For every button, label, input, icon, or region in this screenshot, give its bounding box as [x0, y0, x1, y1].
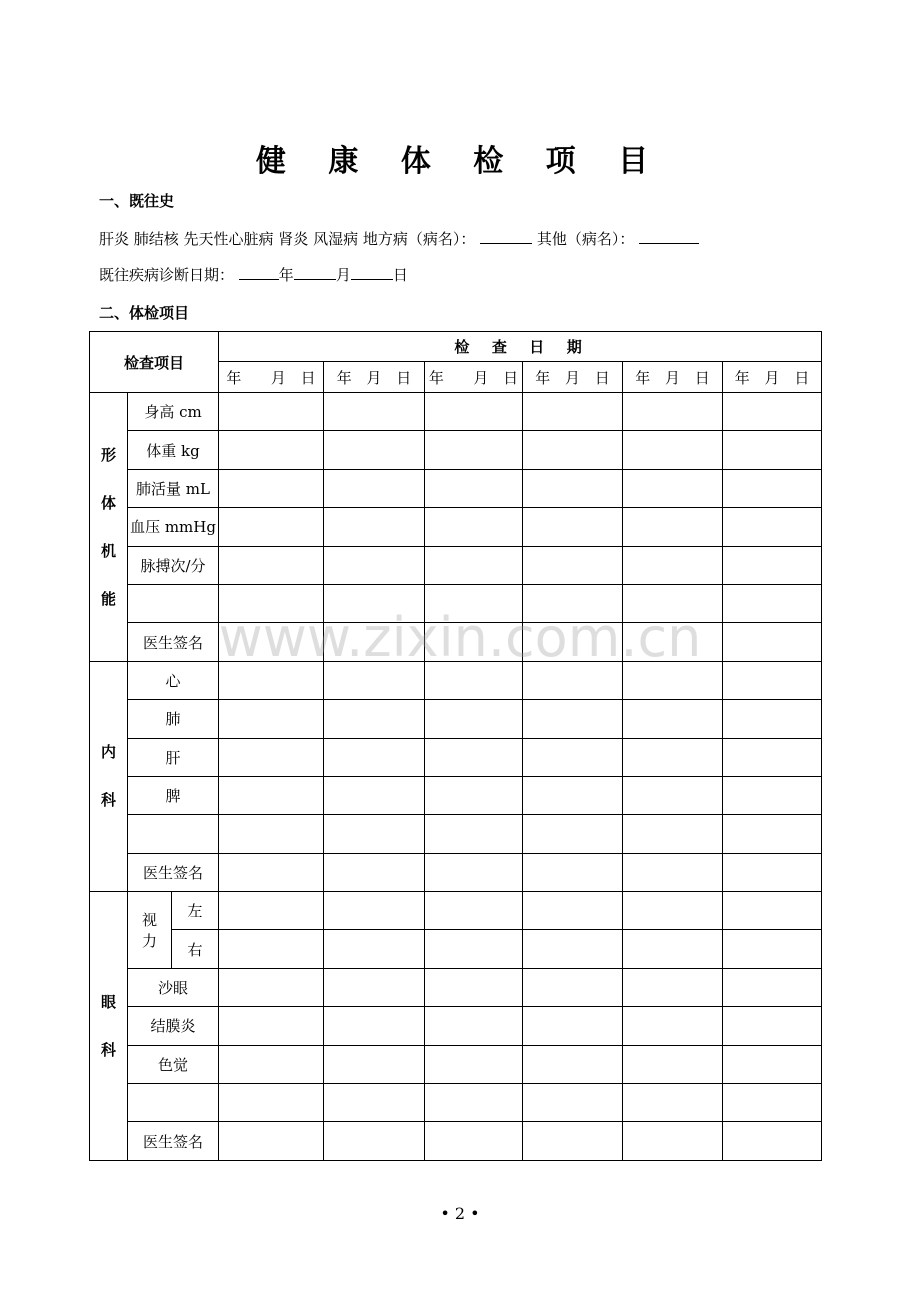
result-cell[interactable] [425, 776, 523, 814]
result-cell[interactable] [723, 968, 822, 1006]
result-cell[interactable] [219, 469, 324, 507]
result-cell[interactable] [425, 508, 523, 546]
result-cell[interactable] [623, 930, 723, 968]
table-row [90, 776, 822, 814]
result-cell[interactable] [324, 968, 425, 1006]
table-row [90, 1122, 822, 1160]
table-row [90, 853, 822, 891]
item-label-cell: 体重 kg [128, 431, 219, 469]
result-cell[interactable] [523, 815, 623, 853]
vision-side-cell: 右 [172, 930, 219, 968]
result-cell[interactable] [324, 930, 425, 968]
result-cell[interactable] [623, 508, 723, 546]
result-cell[interactable] [523, 776, 623, 814]
result-cell[interactable] [623, 700, 723, 738]
result-cell[interactable] [219, 700, 324, 738]
result-cell[interactable] [219, 1084, 324, 1122]
page-title: 健 康 体 检 项 目 [255, 144, 665, 179]
result-cell[interactable] [324, 1122, 425, 1160]
category-char: 形 [100, 445, 116, 464]
result-cell[interactable] [523, 1007, 623, 1045]
result-cell[interactable] [723, 393, 822, 431]
result-cell[interactable] [324, 815, 425, 853]
other-disease-blank[interactable] [639, 229, 699, 244]
date-sub-cell[interactable]: 年 月 日 [523, 362, 623, 393]
result-cell[interactable] [324, 393, 425, 431]
category-cell [90, 892, 128, 1161]
day-blank[interactable] [351, 265, 393, 280]
result-cell[interactable] [623, 623, 723, 661]
date-sub-cell[interactable]: 年 月 日 [324, 362, 425, 393]
result-cell[interactable] [219, 584, 324, 622]
result-cell[interactable] [219, 623, 324, 661]
result-cell[interactable] [324, 1084, 425, 1122]
item-label-cell: 医生签名 [128, 1122, 219, 1160]
table-row [90, 892, 822, 930]
category-char: 科 [100, 791, 116, 810]
result-cell[interactable] [523, 431, 623, 469]
result-cell[interactable] [523, 1045, 623, 1083]
item-label-cell: 医生签名 [128, 853, 219, 891]
result-cell[interactable] [324, 700, 425, 738]
result-cell[interactable] [219, 1122, 324, 1160]
result-cell[interactable] [219, 431, 324, 469]
result-cell[interactable] [623, 815, 723, 853]
item-label-cell: 心 [128, 661, 219, 699]
result-cell[interactable] [219, 546, 324, 584]
date-sub-cell[interactable]: 年 月 日 [623, 362, 723, 393]
disease-list-line [99, 228, 699, 249]
page-number: • 2 • [440, 1204, 480, 1223]
result-cell[interactable] [324, 892, 425, 930]
result-cell[interactable] [219, 892, 324, 930]
other-disease-label: 其他（病名）： [536, 230, 635, 248]
category-char: 能 [100, 589, 116, 608]
result-cell[interactable] [425, 584, 523, 622]
result-cell[interactable] [723, 815, 822, 853]
item-label-cell: 肝 [128, 738, 219, 776]
year-blank[interactable] [239, 265, 279, 280]
item-label-cell: 肺 [128, 700, 219, 738]
month-label: 月 [335, 266, 351, 284]
category-char: 科 [100, 1040, 116, 1059]
diagnosis-date-label: 既往疾病诊断日期： [99, 266, 235, 284]
vision-label-char: 力 [141, 931, 157, 950]
result-cell[interactable] [623, 776, 723, 814]
result-cell[interactable] [623, 738, 723, 776]
item-label-cell: 脉搏次/分 [128, 546, 219, 584]
result-cell[interactable] [723, 508, 822, 546]
result-cell[interactable] [219, 1045, 324, 1083]
result-cell[interactable] [523, 892, 623, 930]
table-row [90, 623, 822, 661]
result-cell[interactable] [425, 930, 523, 968]
result-cell[interactable] [425, 1045, 523, 1083]
result-cell[interactable] [324, 738, 425, 776]
category-char: 机 [100, 541, 116, 560]
result-cell[interactable] [425, 1007, 523, 1045]
category-char: 内 [100, 743, 116, 762]
result-cell[interactable] [623, 853, 723, 891]
result-cell[interactable] [523, 930, 623, 968]
result-cell[interactable] [324, 546, 425, 584]
section-heading-history: 一、既往史 [99, 192, 175, 210]
result-cell[interactable] [723, 546, 822, 584]
item-label-cell: 身高 cm [128, 393, 219, 431]
result-cell[interactable] [219, 853, 324, 891]
result-cell[interactable] [425, 892, 523, 930]
table-row [90, 930, 822, 968]
result-cell[interactable] [523, 584, 623, 622]
result-cell[interactable] [324, 661, 425, 699]
table-row [90, 968, 822, 1006]
endemic-disease-blank[interactable] [480, 229, 532, 244]
result-cell[interactable] [324, 776, 425, 814]
vision-side-cell: 左 [172, 892, 219, 930]
item-label-cell: 脾 [128, 776, 219, 814]
table-row [90, 738, 822, 776]
diagnosis-date-line [99, 264, 408, 285]
header-row [90, 332, 822, 362]
date-header: 检 查 日 期 [219, 332, 822, 362]
result-cell[interactable] [219, 738, 324, 776]
result-cell[interactable] [623, 1045, 723, 1083]
result-cell[interactable] [623, 469, 723, 507]
result-cell[interactable] [523, 661, 623, 699]
result-cell[interactable] [324, 1007, 425, 1045]
watermark: www.zixin.com.cn [218, 606, 702, 669]
day-label: 日 [392, 266, 408, 284]
result-cell[interactable] [219, 661, 324, 699]
result-cell[interactable] [623, 393, 723, 431]
item-label-cell [128, 1084, 219, 1122]
result-cell[interactable] [324, 469, 425, 507]
item-label-cell: 沙眼 [128, 968, 219, 1006]
result-cell[interactable] [324, 853, 425, 891]
category-cell [90, 661, 128, 891]
table-row [90, 1084, 822, 1122]
table-row [90, 431, 822, 469]
result-cell[interactable] [425, 623, 523, 661]
table-row [90, 393, 822, 431]
result-cell[interactable] [623, 584, 723, 622]
table-row [90, 1007, 822, 1045]
result-cell[interactable] [723, 1122, 822, 1160]
result-cell[interactable] [523, 469, 623, 507]
item-label-cell [128, 815, 219, 853]
result-cell[interactable] [723, 431, 822, 469]
section-heading-exam: 二、体检项目 [99, 304, 190, 322]
result-cell[interactable] [723, 584, 822, 622]
result-cell[interactable] [623, 661, 723, 699]
date-sub-cell[interactable]: 年 月 日 [425, 362, 523, 393]
result-cell[interactable] [219, 508, 324, 546]
result-cell[interactable] [425, 853, 523, 891]
item-label-cell: 医生签名 [128, 623, 219, 661]
date-sub-cell[interactable]: 年 月 日 [723, 362, 822, 393]
result-cell[interactable] [523, 1122, 623, 1160]
table-row [90, 584, 822, 622]
result-cell[interactable] [623, 1084, 723, 1122]
result-cell[interactable] [623, 1007, 723, 1045]
item-label-cell: 血压 mmHg [128, 508, 219, 546]
result-cell[interactable] [219, 930, 324, 968]
result-cell[interactable] [425, 431, 523, 469]
result-cell[interactable] [723, 700, 822, 738]
item-label-cell: 结膜炎 [128, 1007, 219, 1045]
vision-label-cell [128, 892, 172, 969]
result-cell[interactable] [425, 968, 523, 1006]
result-cell[interactable] [723, 1007, 822, 1045]
category-char: 眼 [100, 992, 116, 1011]
result-cell[interactable] [425, 815, 523, 853]
result-cell[interactable] [523, 853, 623, 891]
result-cell[interactable] [623, 546, 723, 584]
result-cell[interactable] [523, 738, 623, 776]
year-label: 年 [278, 266, 294, 284]
result-cell[interactable] [523, 1084, 623, 1122]
result-cell[interactable] [219, 968, 324, 1006]
result-cell[interactable] [324, 1045, 425, 1083]
result-cell[interactable] [723, 738, 822, 776]
result-cell[interactable] [425, 738, 523, 776]
result-cell[interactable] [623, 892, 723, 930]
result-cell[interactable] [425, 661, 523, 699]
item-header: 检查项目 [90, 332, 219, 393]
result-cell[interactable] [723, 853, 822, 891]
vision-label-char: 视 [141, 910, 157, 929]
item-label-cell [128, 584, 219, 622]
table-row [90, 508, 822, 546]
item-label-cell: 色觉 [128, 1045, 219, 1083]
result-cell[interactable] [723, 930, 822, 968]
result-cell[interactable] [425, 546, 523, 584]
result-cell[interactable] [219, 776, 324, 814]
result-cell[interactable] [324, 508, 425, 546]
result-cell[interactable] [425, 469, 523, 507]
result-cell[interactable] [623, 431, 723, 469]
disease-list: 肝炎 肺结核 先天性心脏病 肾炎 风湿病 地方病（病名）： [99, 230, 476, 248]
result-cell[interactable] [324, 431, 425, 469]
result-cell[interactable] [723, 623, 822, 661]
table-row [90, 546, 822, 584]
result-cell[interactable] [425, 700, 523, 738]
result-cell[interactable] [623, 1122, 723, 1160]
result-cell[interactable] [425, 1084, 523, 1122]
result-cell[interactable] [523, 968, 623, 1006]
category-char: 体 [100, 493, 116, 512]
result-cell[interactable] [723, 892, 822, 930]
table-row [90, 700, 822, 738]
table-row [90, 815, 822, 853]
result-cell[interactable] [219, 1007, 324, 1045]
table-row [90, 661, 822, 699]
result-cell[interactable] [324, 623, 425, 661]
date-sub-cell[interactable]: 年 月 日 [219, 362, 324, 393]
result-cell[interactable] [324, 584, 425, 622]
result-cell[interactable] [623, 968, 723, 1006]
item-label-cell: 肺活量 mL [128, 469, 219, 507]
result-cell[interactable] [219, 393, 324, 431]
result-cell[interactable] [523, 546, 623, 584]
result-cell[interactable] [723, 1084, 822, 1122]
result-cell[interactable] [523, 700, 623, 738]
result-cell[interactable] [523, 623, 623, 661]
result-cell[interactable] [425, 393, 523, 431]
result-cell[interactable] [523, 508, 623, 546]
category-cell [90, 393, 128, 662]
result-cell[interactable] [723, 469, 822, 507]
table-row [90, 1045, 822, 1083]
table-row [90, 469, 822, 507]
result-cell[interactable] [723, 661, 822, 699]
result-cell[interactable] [523, 393, 623, 431]
result-cell[interactable] [723, 776, 822, 814]
result-cell[interactable] [723, 1045, 822, 1083]
exam-table [89, 331, 822, 1161]
result-cell[interactable] [219, 815, 324, 853]
result-cell[interactable] [425, 1122, 523, 1160]
month-blank[interactable] [294, 265, 336, 280]
